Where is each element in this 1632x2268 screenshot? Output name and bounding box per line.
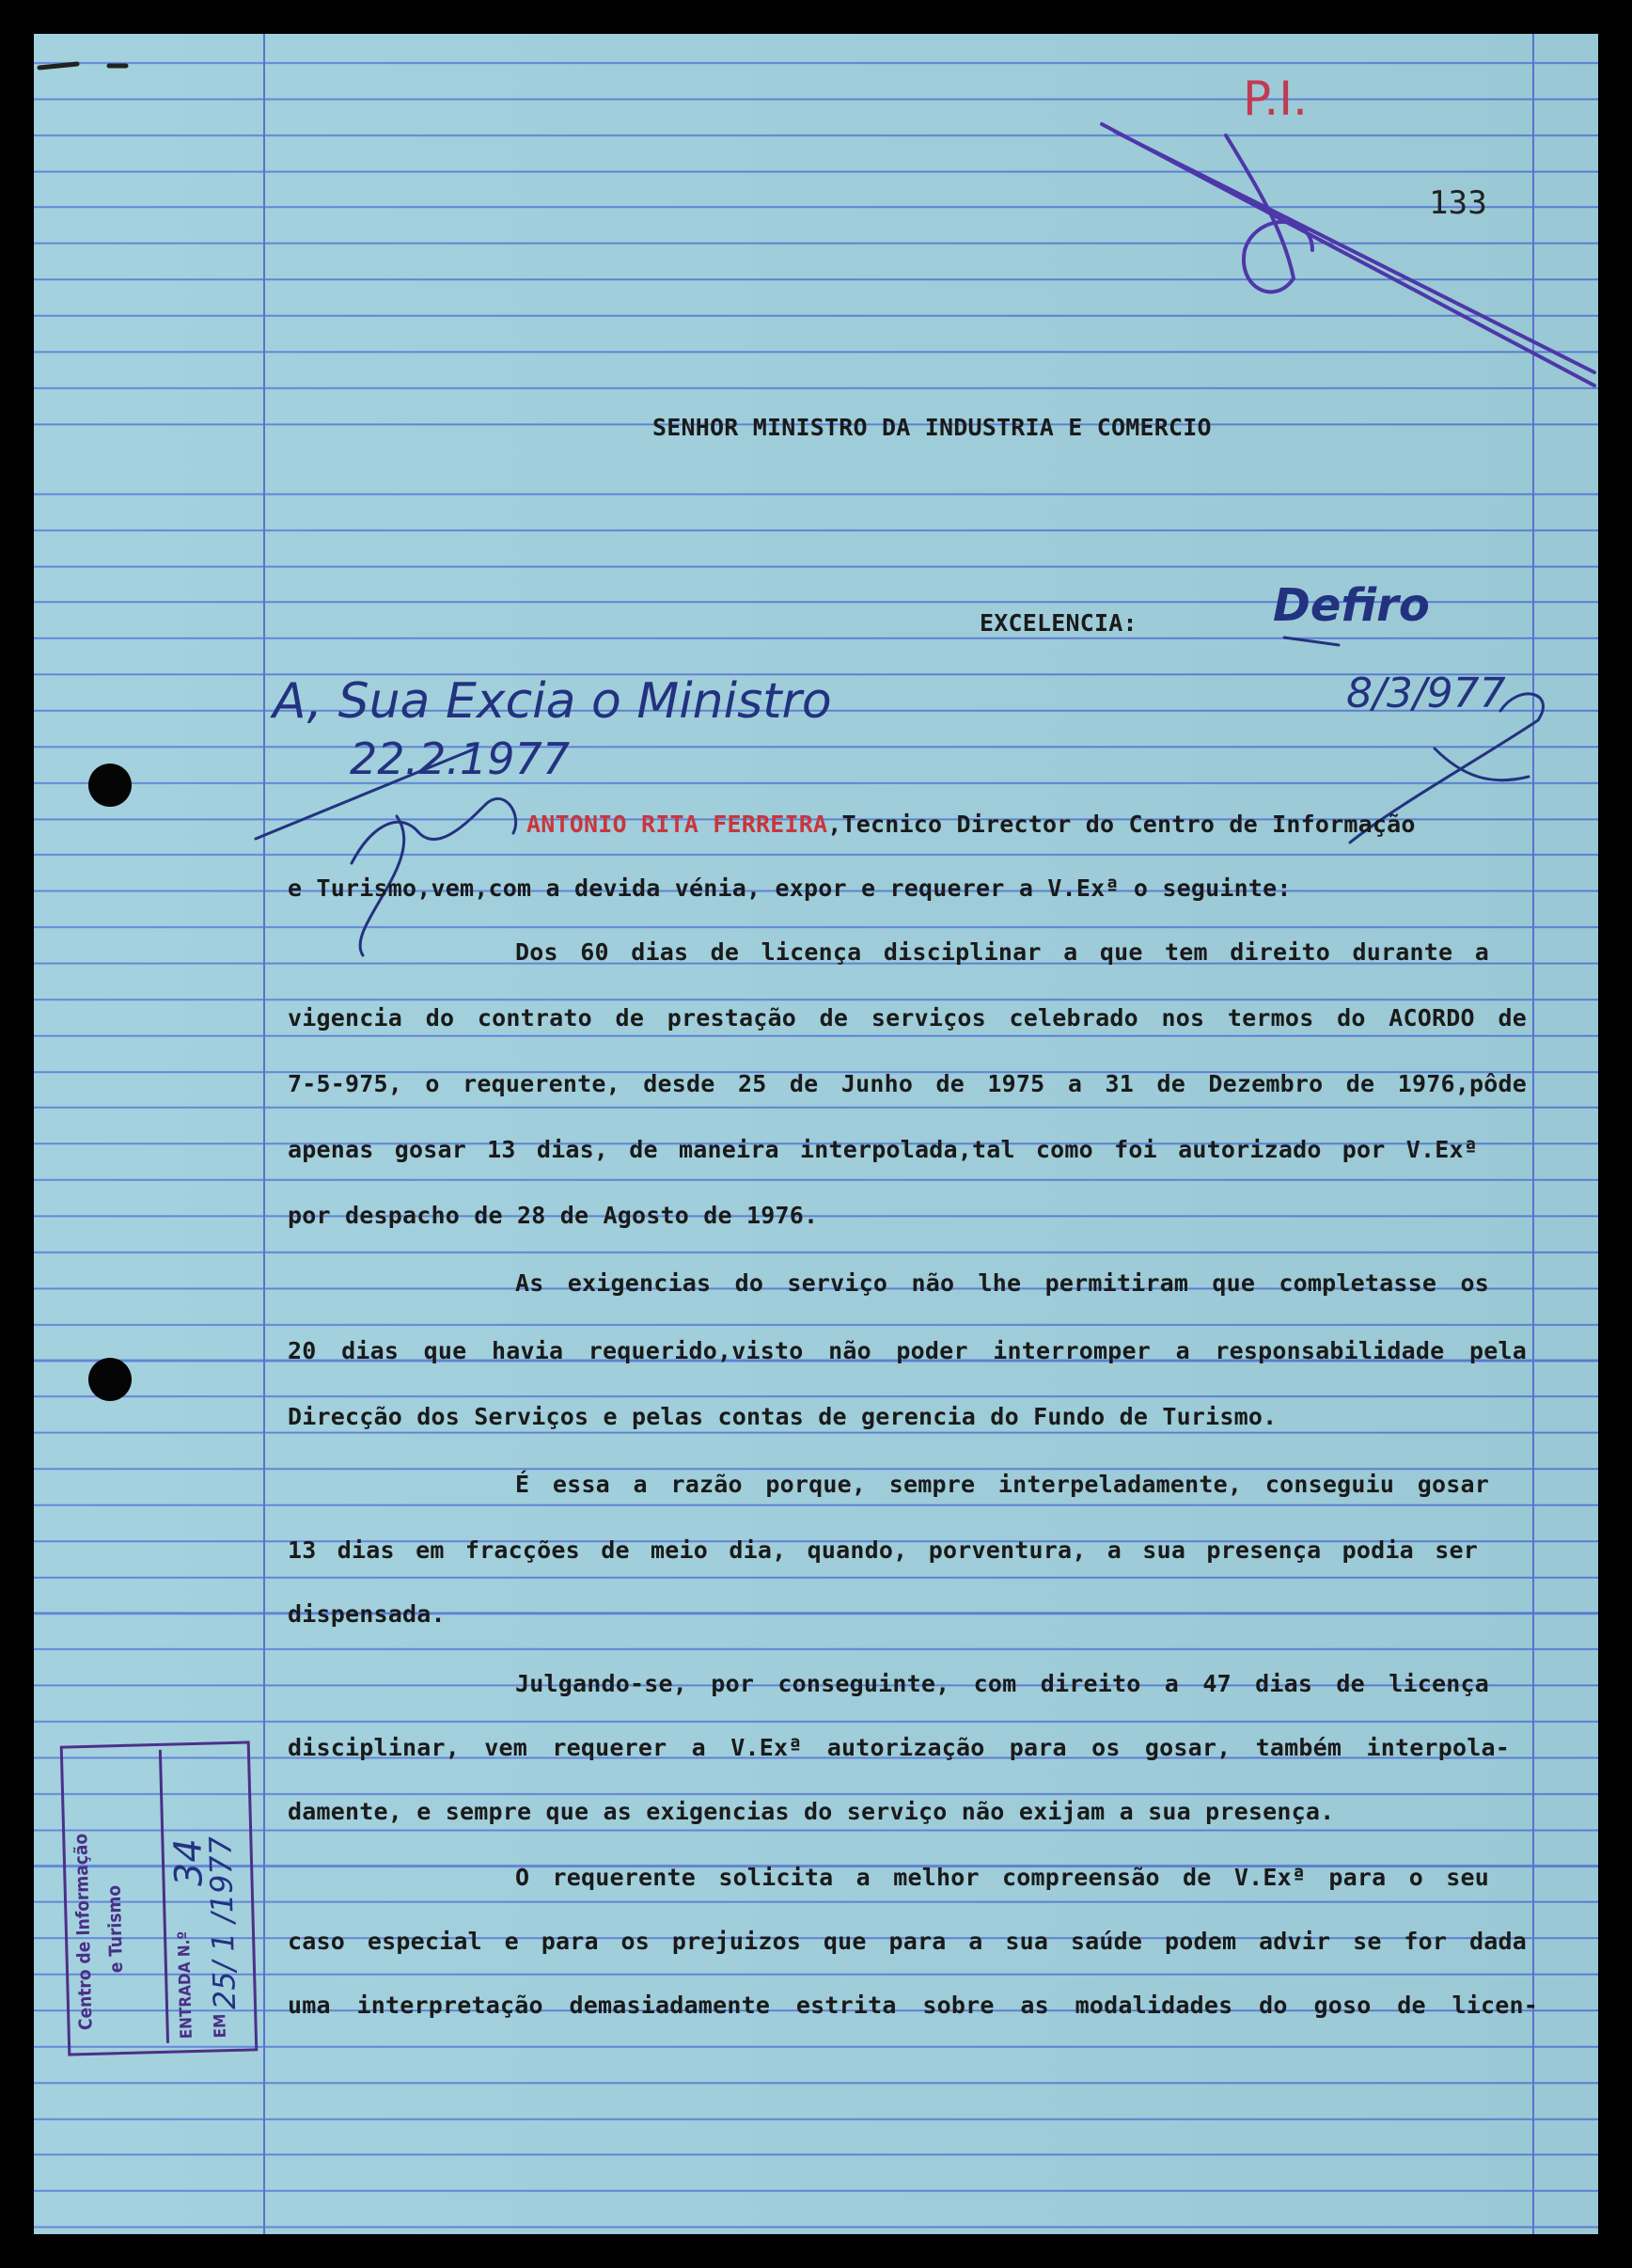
handwritten-forward-date: 22.2.1977 bbox=[350, 733, 571, 784]
body-line-16: damente, e sempre que as exigencias do serviço não exijam a sua presença. bbox=[288, 1798, 1335, 1825]
document-page bbox=[34, 34, 1598, 2234]
body-line-18: caso especial e para os prejuizos que para a sua saúde podem advir se for dada bbox=[288, 1928, 1527, 1955]
body-line-3: Dos 60 dias de licença disciplinar a que tem direito durante a bbox=[515, 938, 1489, 966]
pi-handwritten-mark: P.I. bbox=[1243, 71, 1308, 126]
paper-edge-mark bbox=[39, 64, 126, 68]
stamp-org-line-1: Centro de Informação bbox=[71, 1833, 97, 2031]
body-line-19: uma interpretação demasiadamente estrita sobre as modalidades do goso de licen- bbox=[288, 1992, 1538, 2019]
page-number: 133 bbox=[1429, 184, 1488, 222]
forward-signature bbox=[352, 798, 516, 863]
handwritten-decision-date: 8/3/977 bbox=[1346, 669, 1506, 717]
body-line-14: Julgando-se, por conseguinte, com direito a 47 dias de licença bbox=[515, 1670, 1489, 1697]
body-line-1 bbox=[526, 811, 1416, 838]
body-line-12: 13 dias em fracções de meio dia, quando, porventura, a sua presença podia ser bbox=[288, 1536, 1478, 1564]
stamp-em-date: 25/ 1 /1977 bbox=[202, 1835, 243, 2010]
excelencia-heading: EXCELENCIA: bbox=[980, 609, 1138, 637]
entry-stamp bbox=[60, 1740, 259, 2055]
applicant-name: ANTONIO RITA FERREIRA bbox=[526, 811, 828, 838]
handwritten-forward-note: A, Sua Excia o Ministro bbox=[273, 673, 832, 730]
stamp-divider bbox=[159, 1750, 169, 2043]
handwritten-decision: Defiro bbox=[1273, 579, 1430, 632]
stamp-entrada-label: ENTRADA N.º bbox=[174, 1930, 196, 2040]
decision-underline bbox=[1284, 638, 1339, 645]
body-line-8: As exigencias do serviço não lhe permitiram que completasse os bbox=[515, 1269, 1489, 1297]
ink-marks bbox=[34, 34, 1598, 2234]
body-line-15: disciplinar, vem requerer a V.Exª autorização para os gosar, também interpola- bbox=[288, 1734, 1510, 1761]
salutation-heading: SENHOR MINISTRO DA INDUSTRIA E COMERCIO bbox=[652, 414, 1212, 441]
body-line-17: O requerente solicita a melhor compreensão de V.Exª para o seu bbox=[515, 1864, 1489, 1891]
body-line-5: 7-5-975, o requerente, desde 25 de Junho de 1975 a 31 de Dezembro de 1976,pôde bbox=[288, 1070, 1527, 1097]
body-line-2: e Turismo,vem,com a devida vénia, expor e requerer a V.Exª o seguinte: bbox=[288, 874, 1292, 902]
body-line-7: por despacho de 28 de Agosto de 1976. bbox=[288, 1202, 819, 1229]
diagonal-stroke-2 bbox=[1115, 132, 1594, 372]
body-line-10: Direcção dos Serviços e pelas contas de gerencia do Fundo de Turismo. bbox=[288, 1403, 1278, 1430]
body-line-11: É essa a razão porque, sempre interpeladamente, conseguiu gosar bbox=[515, 1471, 1489, 1498]
stamp-org-line-2: e Turismo bbox=[103, 1884, 128, 1974]
body-line-13: dispensada. bbox=[288, 1600, 446, 1628]
stamp-entrada-number: 34 bbox=[166, 1837, 212, 1887]
body-line-1-text: ,Tecnico Director do Centro de Informação bbox=[827, 811, 1416, 838]
body-line-9: 20 dias que havia requerido,visto não poder interromper a responsabilidade pela bbox=[288, 1337, 1527, 1364]
signature-scribble-top bbox=[1226, 135, 1312, 291]
body-line-6: apenas gosar 13 dias, de maneira interpolada,tal como foi autorizado por V.Exª bbox=[288, 1136, 1478, 1163]
stamp-em-label: EM bbox=[211, 2013, 230, 2039]
body-line-4: vigencia do contrato de prestação de serviços celebrado nos termos do ACORDO de bbox=[288, 1004, 1527, 1032]
